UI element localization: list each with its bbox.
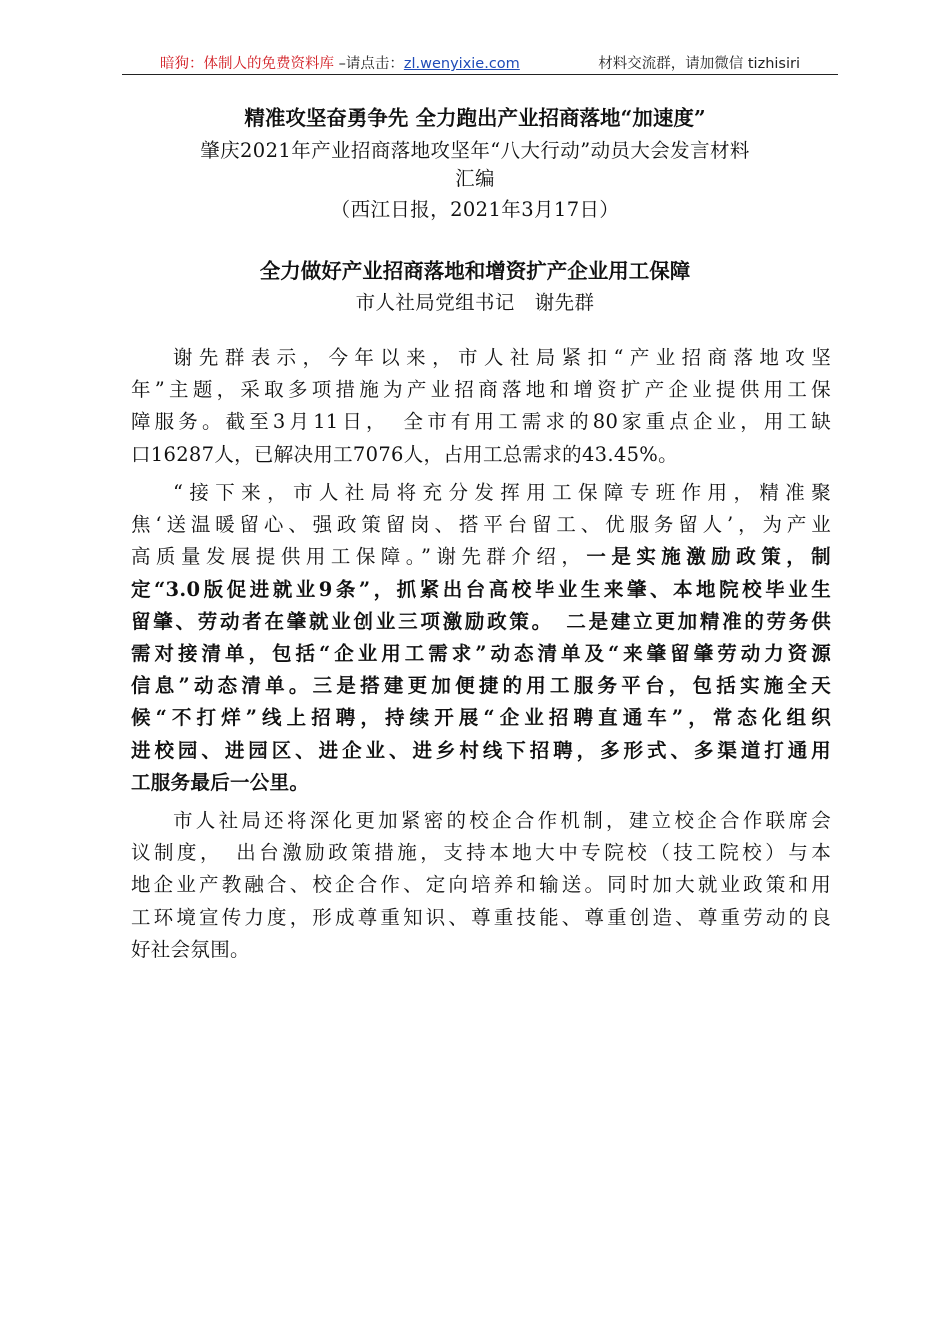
source-line: （西江日报，2021年3月17日） — [330, 198, 620, 221]
speech-title: 全力做好产业招商落地和增资扩产企业用工保障 — [259, 259, 691, 283]
text-line: 障服务。截至3月11日， 全市有用工需求的80家重点企业，用工缺 — [131, 410, 831, 434]
text-line: 留肇、劳动者在肇就业创业三项激励政策。 二是建立更加精准的劳务供 — [131, 609, 831, 633]
text-line: 焦‘送温暖留心、强政策留岗、搭平台留工、优服务留人’，为产业 — [131, 513, 831, 537]
subtitle-line-1: 肇庆2021年产业招商落地攻坚年“八大行动”动员大会发言材料 — [200, 139, 750, 162]
text-line: 工环境宣传力度，形成尊重知识、尊重技能、尊重创造、尊重劳动的良 — [131, 905, 831, 929]
text-line: 进校园、进园区、进企业、进乡村线下招聘，多形式、多渠道打通用 — [131, 738, 831, 762]
page-header — [122, 50, 838, 75]
subtitle-line-2: 汇编 — [455, 167, 495, 190]
header-left — [160, 52, 520, 73]
text-line: 地企业产教融合、校企合作、定向培养和输送。同时加大就业政策和用 — [131, 873, 831, 897]
header-brand: 暗狗：体制人的免费资料库 — [160, 56, 334, 72]
text-line: “接下来，市人社局将充分发挥用工保障专班作用，精准聚 — [173, 481, 831, 504]
text-line: 议制度， 出台激励政策措施，支持本地大中专院校（技工院校）与本 — [131, 841, 831, 865]
text-line: 定“3.0版促进就业9条”，抓紧出台高校毕业生来肇、本地院校毕业生 — [131, 577, 831, 601]
text-line: 口16287人，已解决用工7076人，占用工总需求的43.45%。 — [131, 442, 678, 466]
text-line: 信息”动态清单。三是搭建更加便捷的用工服务平台，包括实施全天 — [131, 674, 831, 698]
paragraph-1 — [131, 342, 831, 471]
paragraph-3 — [131, 805, 831, 966]
text-line: 市人社局还将深化更加紧密的校企合作机制，建立校企合作联席会 — [173, 809, 831, 832]
header-wechat: 材料交流群，请加微信 tizhisiri — [598, 56, 800, 72]
text-line — [131, 541, 831, 573]
text-line: 需对接清单，包括“企业用工需求”动态清单及“来肇留肇劳动力资源 — [131, 641, 831, 665]
text-line: 工服务最后一公里。 — [131, 770, 310, 794]
text-line: 候“不打烊”线上招聘，持续开展“企业招聘直通车”，常态化组织 — [131, 706, 831, 730]
header-link[interactable]: zl.wenyixie.com — [403, 56, 520, 72]
text-line: 谢先群表示，今年以来，市人社局紧扣“产业招商落地攻坚 — [173, 346, 831, 369]
text-line: 好社会氛围。 — [131, 937, 250, 961]
main-title: 精准攻坚奋勇争先 全力跑出产业招商落地“加速度” — [244, 106, 706, 130]
header-prompt: –请点击： — [334, 56, 404, 72]
text-line: 年”主题，采取多项措施为产业招商落地和增资扩产企业提供用工保 — [131, 378, 831, 402]
text-plain: 高质量发展提供用工保障。”谢先群介绍， — [131, 545, 587, 569]
speaker-line: 市人社局党组书记 谢先群 — [355, 291, 595, 314]
text-bold: 一是实施激励政策，制 — [586, 545, 831, 569]
paragraph-2 — [131, 477, 831, 799]
